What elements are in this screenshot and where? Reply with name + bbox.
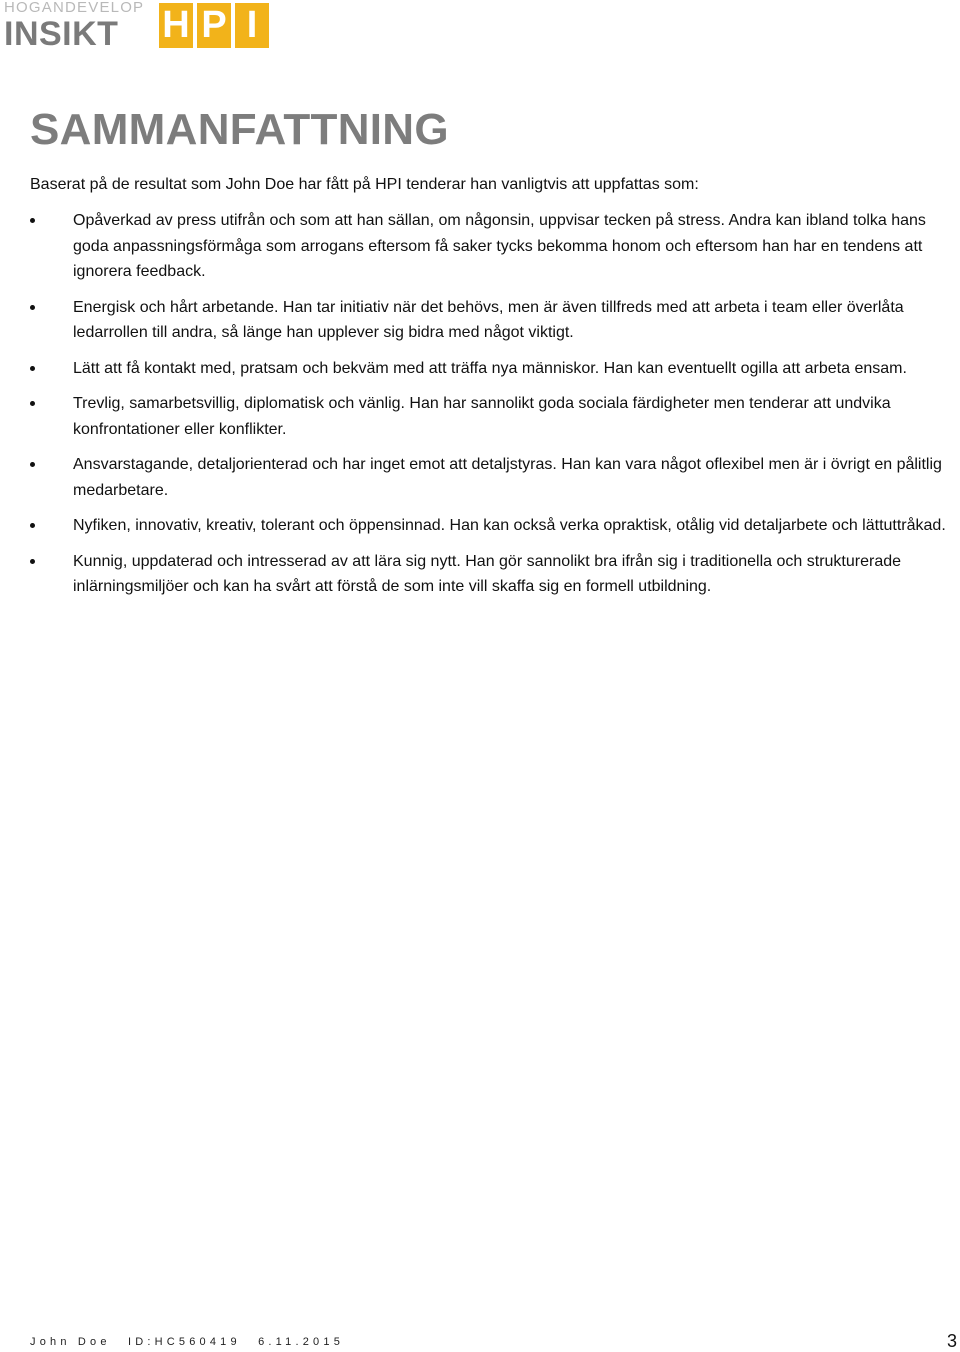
list-item [30,391,960,442]
list-item-text: Nyfiken, innovativ, kreativ, tolerant och öppensinnad. Han kan också verka opraktisk, otålig vid detaljarbete och lättuttråkad. [73,517,946,534]
summary-list [30,208,960,610]
list-item [30,356,960,382]
list-item [30,295,960,346]
list-item-text: Energisk och hårt arbetande. Han tar initiativ när det behövs, men är även tillfreds med att arbeta i team eller överlåta ledarrollen till andra, så länge han upplever sig bidra med något viktigt. [73,298,904,341]
list-item-text: Trevlig, samarbetsvillig, diplomatisk och vänlig. Han har sannolikt goda sociala färdigheter men tenderar att undvika konfrontationer eller konflikter. [73,395,891,438]
list-item-text: Ansvarstagande, detaljorienterad och har inget emot att detaljstyras. Han kan vara något oflexibel men är i övrigt en pålitlig medarbetare. [73,456,942,499]
page-footer [30,1336,354,1348]
list-item-text: Lätt att få kontakt med, pratsam och bekväm med att träffa nya människor. Han kan eventuellt ogilla att arbeta ensam. [73,359,907,377]
list-item-text: Opåverkad av press utifrån och som att han sällan, om någonsin, uppvisar tecken på stress. Andra kan ibland tolka hans goda anpassningsförmåga som arrogans eftersom få saker tycks bekomma honom och eftersom han har en tendens att ignorera feedback. [73,212,926,280]
hpi-logo-letter-i: I [235,3,269,48]
brand-header [4,0,144,51]
footer-name: John Doe [30,1336,111,1348]
list-item [30,549,960,600]
brand-product-name: INSIKT [4,15,119,53]
list-item [30,452,960,503]
bullet-icon [30,305,35,310]
bullet-icon [30,559,35,564]
page-title: SAMMANFATTNING [30,105,449,154]
page-number: 3 [946,1331,957,1351]
brand-tagline: HOGANDEVELOP [4,0,145,16]
bullet-icon [30,401,35,406]
bullet-icon [30,366,35,371]
footer-id: ID:HC560419 [127,1336,241,1348]
hpi-logo [159,3,269,48]
hpi-logo-letter-p: P [197,3,231,48]
footer-date: 6.11.2015 [258,1336,345,1348]
list-item-text: Kunnig, uppdaterad och intresserad av att lära sig nytt. Han gör sannolikt bra ifrån sig i traditionella och strukturerade inlärningsmiljöer och kan ha svårt att förstå de som inte vill skaffa sig en formell utbildning. [73,552,902,595]
bullet-icon [30,462,35,467]
hpi-logo-letter-h: H [159,3,193,48]
list-item [30,513,960,539]
list-item [30,208,960,285]
intro-paragraph: Baserat på de resultat som John Doe har fått på HPI tenderar han vanligtvis att uppfattas som: [30,176,699,193]
bullet-icon [30,218,35,223]
bullet-icon [30,523,35,528]
